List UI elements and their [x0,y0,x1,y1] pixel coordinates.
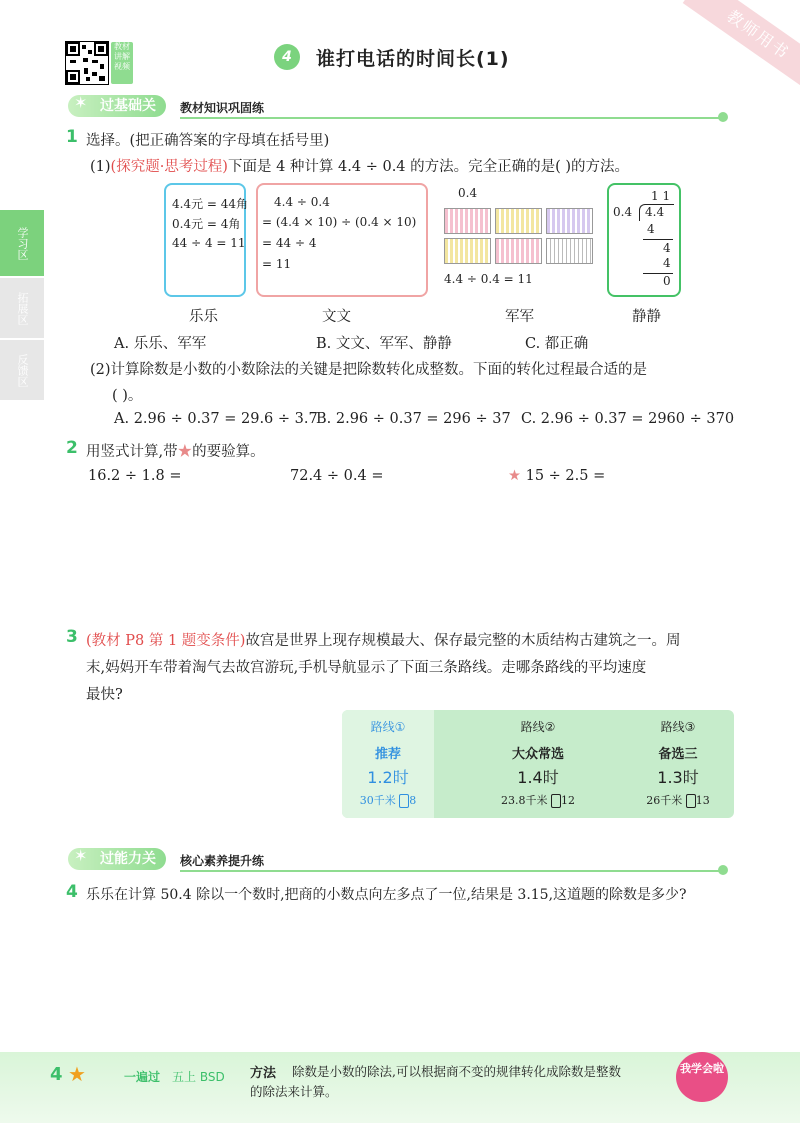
q1-part2-blank: ( )。 [112,388,143,404]
division-quotient: 1 1 [651,189,671,203]
route-time: 1.4时 [517,768,559,787]
question-tag: (探究题·思考过程) [110,159,228,175]
option-b: B. 2.96 ÷ 0.37 = 296 ÷ 37 [316,411,511,427]
method-box-jingjing [607,183,681,297]
route-distance: 26千米 [646,794,683,807]
route-lights: 8 [409,794,417,807]
division-step: 0 [663,274,671,288]
route-lights: 12 [561,794,575,807]
question-tag: (教材 P8 第 1 题变条件) [86,633,246,649]
route-name[interactable]: 路线① [370,720,406,734]
side-tab-study[interactable] [0,210,44,276]
part-text: 下面是 4 种计算 4.4 ÷ 0.4 的方法。完全正确的是( )的方法。 [227,159,630,175]
option-c: C. 都正确 [525,336,589,352]
stick-row-bottom [444,238,593,264]
option-b: B. 文文、军军、静静 [316,336,452,352]
name-label: 文文 [322,309,351,325]
stick-bundle [495,208,542,234]
page-title: 谁打电话的时间长(1) [316,48,510,70]
q2-stem [86,440,265,461]
name-label: 静静 [632,309,661,325]
question-number: 1 [66,127,78,147]
stick-bundle [444,238,491,264]
question-number: 2 [66,438,78,458]
traffic-light-icon [686,794,696,808]
stick-bundle [546,208,593,234]
method-box-wenwen [256,183,428,297]
side-tab-label: 学习区 [16,226,29,260]
section-badge-ability: 过能力关 [68,848,166,870]
route-name[interactable]: 路线② [520,720,556,734]
side-tab-label: 拓展区 [16,291,29,325]
q2-stem-b: 的要验算。 [192,444,265,460]
q2-item: 72.4 ÷ 0.4 = [290,468,384,484]
box-line: = (4.4 × 10) ÷ (0.4 × 10) [262,215,417,229]
stick-bundle [444,208,491,234]
route-label: 备选三 [658,747,698,762]
division-divisor: 0.4 [613,205,633,219]
option-a: A. 乐乐、军军 [114,336,207,352]
qr-label: 教材讲解视频 [111,42,133,84]
section-divider-dot [718,112,728,122]
box-line: 0.4元 = 4角 [172,217,241,231]
section-divider-dot [718,865,728,875]
section-subtitle-ability: 核心素养提升练 [180,854,265,868]
teacher-edition-ribbon: 教师用书 [683,0,800,95]
section-badge-basic: 过基础关 [68,95,166,117]
division-dividend: 4.4 [645,205,665,219]
method-box-lele [164,183,249,297]
box-line: 4.4 ÷ 0.4 [274,195,330,209]
part-label: (1) [90,159,111,175]
section-star-icon: ✶ [74,93,88,112]
division-step: 4 [663,241,671,255]
route-label: 推荐 [374,747,401,762]
q1-part1 [90,155,629,176]
mascot-star-icon: ★ [68,1062,86,1086]
grade-label: 五上 BSD [172,1070,225,1084]
route-distance: 30千米 [359,794,396,807]
section-divider [180,870,720,872]
q2-stem-a: 用竖式计算,带 [86,444,178,460]
method-line1: 除数是小数的除法,可以根据商不变的规律转化成除数是整数 [292,1064,621,1079]
section-star-icon: ✶ [74,846,88,865]
q2-item: 16.2 ÷ 1.8 = [88,468,182,484]
route-label: 大众常选 [511,747,564,762]
stick-diagram-junjun [440,186,600,290]
section-divider [180,117,720,119]
box-line: = 44 ÷ 4 [262,236,317,250]
qr-code[interactable] [66,42,108,84]
method-label: 方法 [250,1066,277,1081]
side-tab-feedback[interactable] [0,340,44,400]
side-tab-label: 反馈区 [16,353,29,387]
stick-bundle [495,238,542,264]
side-tab-extension[interactable] [0,278,44,338]
star-icon: ★ [508,468,521,484]
page-number: 4 [50,1064,63,1085]
q1-part2: (2)计算除数是小数的小数除法的关键是把除数转化成整数。下面的转化过程最合适的是 [90,362,648,378]
route-time: 1.2时 [367,768,409,787]
q3-line2: 末,妈妈开车带着淘气去故宫游玩,手机导航显示了下面三条路线。走哪条路线的平均速度 [86,660,647,676]
section-subtitle-basic: 教材知识巩固练 [180,101,265,115]
q3-line1 [86,629,680,650]
stick-caption: 4.4 ÷ 0.4 = 11 [444,272,533,286]
lesson-number-badge [274,44,300,70]
q4-text: 乐乐在计算 50.4 除以一个数时,把商的小数点向左多点了一位,结果是 3.15,这道题的除数是多少? [86,887,687,903]
box-line: 44 ÷ 4 = 11 [172,236,246,250]
stick-row-top [444,208,593,234]
q2-item: 15 ÷ 2.5 = [525,468,606,484]
q1-stem: 选择。(把正确答案的字母填在括号里) [86,133,330,149]
option-a: A. 2.96 ÷ 0.37 = 29.6 ÷ 3.7 [114,411,318,427]
division-step: 4 [647,222,655,236]
box-line: 4.4元 = 44角 [172,197,249,211]
traffic-light-icon [551,794,561,808]
name-label: 军军 [505,309,534,325]
route-panel [342,710,734,818]
mascot-badge [676,1052,728,1102]
lesson-number: 4 [282,49,292,65]
name-label: 乐乐 [189,309,218,325]
route-distance: 23.8千米 [501,794,548,807]
q3-line3: 最快? [86,687,123,703]
route-time: 1.3时 [657,768,699,787]
stick-bundle [546,238,593,264]
route-detail [608,792,748,808]
question-number: 4 [66,882,78,902]
division-step: 4 [663,256,671,270]
route-name[interactable]: 路线③ [660,720,696,734]
question-number: 3 [66,627,78,647]
star-icon: ★ [177,444,193,460]
brand-name: 一遍过 [124,1070,161,1084]
q3-text: 故宫是世界上现存规模最大、保存最完整的木质结构古建筑之一。周 [245,633,681,649]
option-c: C. 2.96 ÷ 0.37 = 2960 ÷ 370 [521,411,735,427]
route-lights: 13 [695,794,710,807]
q2-item-starred [508,468,605,484]
route-detail [318,792,458,808]
box-line: = 11 [262,257,292,271]
route-detail [468,792,608,808]
mascot-text: 我学会啦 [680,1062,724,1075]
method-line2: 的除法来计算。 [250,1084,338,1099]
stick-label: 0.4 [458,186,478,200]
division-rule [643,239,673,240]
traffic-light-icon [399,794,409,808]
